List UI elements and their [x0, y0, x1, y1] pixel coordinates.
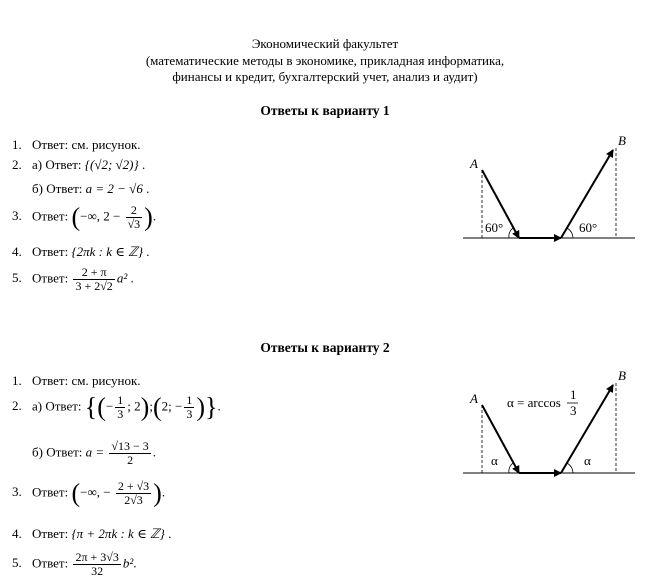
v1-answer-1	[12, 137, 141, 153]
item-label: а) Ответ:	[32, 157, 82, 172]
item-label: Ответ:	[32, 208, 69, 224]
alpha-formula: α = arccos	[507, 395, 561, 410]
v2-answer-1	[12, 373, 141, 389]
alpha-formula-den: 3	[570, 403, 577, 418]
fraction: $\frac{1}{3}$	[186, 393, 193, 421]
fraction: $\frac{1}{3}$	[117, 393, 124, 421]
variant2-title: Ответы к варианту 2	[260, 340, 390, 355]
fraction: $\frac{2}{√3}$	[127, 203, 141, 231]
fraction: $\frac{2\pi + 3√3}{32}$	[75, 550, 119, 578]
item-number: 2.	[12, 398, 22, 414]
angle-arc-right	[567, 228, 573, 238]
faculty-title: Экономический факультет	[251, 36, 399, 51]
v2-answer-4: 4. Ответ: {π + 2πk : k ∈ ℤ} .	[12, 526, 172, 541]
angle-arc-left	[509, 463, 513, 473]
v2-answer-3: 3. Ответ: (−∞, − $\frac{2 + √3}{2√3}$ ).	[12, 478, 166, 508]
fraction: $\frac{2 + \pi}{3 + 2√2}$	[75, 265, 113, 293]
angle-arc-right	[567, 463, 573, 473]
v2-answer-2a: 2. а) Ответ: {(− $\frac{1}{3}$ ; 2);(2; − $\frac{1}{3}$ )}.	[12, 392, 221, 422]
item-label: Ответ:	[32, 484, 69, 500]
math-expression: a²	[116, 270, 128, 286]
math-expression: ; 2	[127, 398, 141, 414]
item-label: Ответ:	[32, 526, 69, 541]
variant2-figure	[455, 365, 640, 483]
math-expression: a =	[85, 444, 105, 460]
faculty-specialties-line2: финансы и кредит, бухгалтерский учет, анализ и аудит)	[172, 69, 478, 84]
fraction: $\frac{2 + √3}{2√3}$	[117, 479, 150, 507]
math-expression: a = 2 − √6	[85, 181, 143, 196]
item-number: 1.	[12, 373, 22, 388]
item-number: 4.	[12, 244, 22, 259]
item-label: Ответ: см. рисунок.	[32, 137, 141, 152]
point-a-label: A	[470, 156, 478, 171]
angle-arc-left	[509, 228, 513, 238]
math-expression: {2πk : k ∈ ℤ}	[71, 244, 144, 259]
item-number: 5.	[12, 270, 22, 286]
math-expression: 2; −	[161, 398, 183, 414]
alpha-right-label: α	[584, 453, 591, 468]
math-expression: −∞, −	[80, 484, 111, 500]
item-number: 3.	[12, 484, 22, 500]
faculty-specialties-line1: (математические методы в экономике, прикладная информатика,	[145, 53, 505, 68]
item-label: Ответ:	[32, 244, 69, 259]
item-number: 1.	[12, 137, 22, 152]
alpha-left-label: α	[491, 453, 498, 468]
item-label: б) Ответ:	[32, 444, 83, 460]
variant1-figure	[455, 128, 640, 246]
item-number: 5.	[12, 555, 22, 571]
math-expression: {(√2; √2)}	[84, 157, 139, 172]
v2-answer-2b: б) Ответ: a = $\frac{√13 - 3}{2}$ .	[32, 439, 157, 467]
alpha-formula-num: 1	[570, 387, 577, 402]
math-expression: b²	[122, 555, 134, 571]
fraction: $\frac{√13 - 3}{2}$	[111, 439, 149, 467]
item-label: б) Ответ:	[32, 181, 83, 196]
item-number: 3.	[12, 208, 22, 224]
angle-right-label: 60°	[579, 220, 598, 235]
v1-answer-5: 5. Ответ: $\frac{2 + \pi}{3 + 2√2}$ a² .	[12, 265, 134, 293]
item-label: а) Ответ:	[32, 398, 82, 414]
item-number: 4.	[12, 526, 22, 541]
item-label: Ответ: см. рисунок.	[32, 373, 141, 388]
v1-answer-4: 4. Ответ: {2πk : k ∈ ℤ} .	[12, 244, 150, 259]
v1-answer-2a: 2. а) Ответ: {(√2; √2)} .	[12, 157, 146, 172]
variant1-title: Ответы к варианту 1	[260, 103, 390, 118]
angle-left-label: 60°	[485, 220, 504, 235]
arrow-segment-1	[482, 405, 519, 473]
point-b-label: B	[618, 368, 626, 383]
item-label: Ответ:	[32, 555, 69, 571]
point-b-label: B	[618, 133, 626, 148]
item-label: Ответ:	[32, 270, 69, 286]
item-number: 2.	[12, 157, 22, 172]
v2-answer-5: 5. Ответ: $\frac{2\pi + 3√3}{32}$ b².	[12, 550, 137, 578]
v1-answer-3: 3. Ответ: (−∞, 2 − $\frac{2}{√3}$ ).	[12, 202, 157, 232]
point-a-label: A	[470, 391, 478, 406]
math-expression: −∞, 2 −	[80, 208, 121, 224]
v1-answer-2b: б) Ответ: a = 2 − √6 .	[32, 181, 150, 196]
math-expression: {π + 2πk : k ∈ ℤ}	[71, 526, 165, 541]
